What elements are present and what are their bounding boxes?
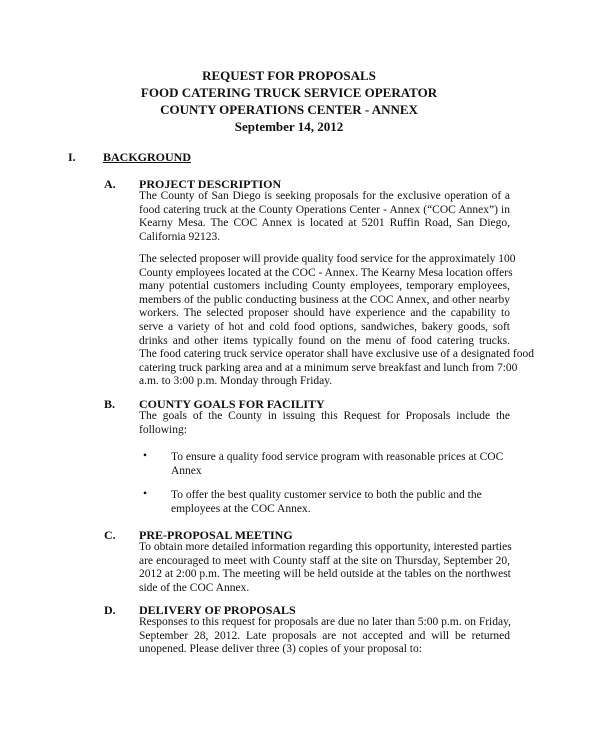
text-line: 2012 at 2:00 p.m. The meeting will be held outside at the tables on the northwest — [139, 568, 511, 581]
text-line: workers. The selected proposer should have experience and the capability to — [139, 307, 510, 320]
subsection-letter: D. — [104, 603, 116, 617]
text-line: The County of San Diego is seeking proposals for the exclusive operation of a — [139, 190, 510, 202]
text-line: food catering truck at the County Operations Center - Annex (“COC Annex”) in — [139, 203, 510, 216]
text-line: a.m. to 3:00 p.m. Monday through Friday. — [139, 375, 333, 388]
section-heading: BACKGROUND — [103, 150, 192, 164]
subsection-heading: DELIVERY OF PROPOSALS — [139, 603, 296, 617]
project-description-paragraph-2 — [139, 253, 534, 389]
text-line: unopened. Please deliver three (3) copies of your proposal to: — [139, 643, 422, 656]
text-line: catering truck parking area and at a minimum serve breakfast and lunch from 7:00 — [139, 361, 518, 374]
subsection-heading: PRE-PROPOSAL MEETING — [139, 528, 293, 542]
pre-proposal-paragraph — [139, 541, 510, 595]
text-line: To offer the best quality customer service to both the public and the — [171, 489, 482, 501]
text-line: employees at the COC Annex. — [171, 502, 311, 515]
project-description-paragraph-1 — [139, 190, 510, 244]
bullet-icon: • — [143, 488, 148, 500]
text-line: Kearny Mesa. The COC Annex is located at 5201 Ruffin Road, San Diego, — [139, 217, 510, 230]
text-line: many potential customers including County employees, temporary employees, — [139, 280, 510, 293]
text-line: To obtain more detailed information regarding this opportunity, interested parties — [139, 541, 512, 553]
text-line: drinks and other items typically found on the menu of food catering trucks. — [139, 334, 510, 347]
bullet-item — [171, 451, 511, 478]
doc-date: September 14, 2012 — [234, 119, 344, 134]
text-line: County employees located at the COC - Annex. The Kearny Mesa location offers — [139, 266, 513, 279]
text-line: California 92123. — [139, 230, 221, 243]
subsection-letter: C. — [104, 528, 116, 542]
text-line: following: — [139, 423, 187, 436]
subsection-letter: A. — [104, 177, 116, 191]
text-line: Annex — [171, 464, 202, 477]
text-line: September 28, 2012. Late proposals are not accepted and will be returned — [139, 629, 510, 642]
text-line: are encouraged to meet with County staff at the site on Thursday, September 20, — [139, 554, 510, 567]
text-line: side of the COC Annex. — [139, 581, 250, 594]
subsection-heading: COUNTY GOALS FOR FACILITY — [139, 397, 325, 411]
bullet-item — [171, 489, 511, 516]
text-line: members of the public conducting business at the COC Annex, and other nearby — [139, 293, 510, 306]
doc-title: REQUEST FOR PROPOSALS — [202, 68, 376, 83]
subsection-letter: B. — [104, 397, 116, 411]
section-number: I. — [68, 150, 76, 164]
bullet-icon: • — [143, 450, 148, 462]
text-line: Responses to this request for proposals are due no later than 5:00 p.m. on Friday, — [139, 616, 511, 628]
doc-location: COUNTY OPERATIONS CENTER - ANNEX — [160, 102, 418, 117]
text-line: The goals of the County in issuing this Request for Proposals include the — [139, 410, 510, 422]
subsection-heading: PROJECT DESCRIPTION — [139, 177, 282, 191]
county-goals-paragraph — [139, 410, 510, 437]
text-line: The food catering truck service operator shall have exclusive use of a designated food — [139, 348, 534, 361]
text-line: The selected proposer will provide quality food service for the approximately 100 — [139, 253, 516, 265]
doc-subtitle: FOOD CATERING TRUCK SERVICE OPERATOR — [140, 85, 438, 100]
text-line: To ensure a quality food service program with reasonable prices at COC — [171, 451, 504, 463]
text-line: serve a variety of hot and cold food options, sandwiches, bakery goods, soft — [139, 320, 510, 333]
delivery-paragraph — [139, 616, 510, 657]
